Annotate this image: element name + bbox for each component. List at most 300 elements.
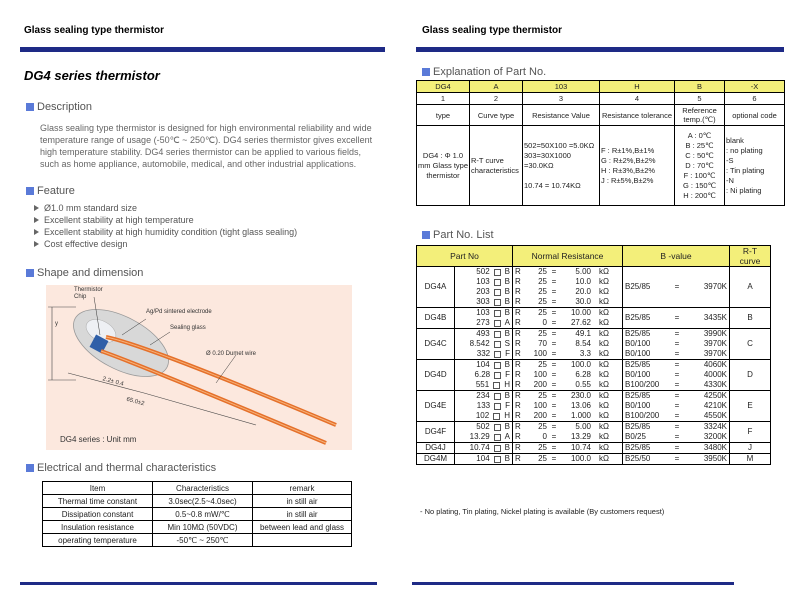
- b-value: 3970K: [703, 339, 727, 348]
- checkbox-icon: [494, 362, 501, 369]
- resistance-part: 25: [538, 308, 547, 317]
- resistance-part: 100.0: [570, 454, 591, 463]
- resistance-part: 25: [538, 443, 547, 452]
- resistance-part: 25: [538, 297, 547, 306]
- b-value-line: [625, 313, 727, 323]
- resistance-cell: [513, 443, 623, 454]
- resistance-part: 49.1: [575, 329, 591, 338]
- resistance-cell: [513, 329, 623, 360]
- b-value-line: [625, 443, 727, 453]
- table-cell: -50℃ ~ 250℃: [153, 534, 253, 547]
- resistance-line: [515, 360, 620, 370]
- bottom-rule-left: [20, 582, 377, 585]
- table-row: [417, 329, 771, 360]
- b-condition: B25/85: [625, 443, 651, 452]
- detail-cell: R-T curve characteristics: [470, 126, 523, 206]
- equals-sign: =: [551, 318, 557, 327]
- code-suffix: B: [504, 329, 510, 338]
- resistance-cell: [513, 391, 623, 422]
- resistance-part: 0: [542, 432, 547, 441]
- code-line: [457, 401, 510, 411]
- b-condition: B100/200: [625, 380, 660, 389]
- resistance-part: kΩ: [599, 422, 609, 431]
- equals-sign: =: [674, 454, 680, 463]
- number-cell: 4: [600, 93, 675, 105]
- code-value: 203: [476, 287, 490, 296]
- code-suffix: B: [504, 277, 510, 286]
- resistance-part: R: [515, 380, 521, 389]
- code-row: [417, 81, 785, 93]
- resistance-cell: [513, 454, 623, 465]
- code-suffix: B: [504, 391, 510, 400]
- code-suffix: A: [504, 432, 510, 441]
- table-cell: Thermal time constant: [43, 495, 153, 508]
- checkbox-icon: [494, 372, 501, 379]
- resistance-part: kΩ: [599, 401, 609, 410]
- resistance-part: 25: [538, 422, 547, 431]
- b-value-cell: [623, 329, 730, 360]
- b-condition: B0/25: [625, 432, 646, 441]
- b-condition: B0/100: [625, 401, 651, 410]
- b-value-line: [625, 454, 727, 464]
- label-cell: Reference temp.(℃): [675, 105, 725, 126]
- equals-sign: =: [674, 443, 680, 452]
- header-cell: remark: [253, 482, 352, 495]
- equals-sign: =: [674, 313, 680, 322]
- checkbox-icon: [494, 331, 501, 338]
- resistance-part: 1.000: [570, 411, 591, 420]
- series-cell: DG4D: [417, 360, 455, 391]
- part-list-heading: Part No. List: [422, 229, 494, 241]
- resistance-line: [515, 339, 620, 349]
- table-cell: in still air: [253, 495, 352, 508]
- part-list-body: [417, 267, 771, 465]
- code-suffix: B: [504, 454, 510, 463]
- top-rule-left: [20, 47, 385, 52]
- checkbox-icon: [494, 456, 501, 463]
- equals-sign: =: [551, 287, 557, 296]
- code-line: [457, 349, 510, 359]
- b-value-line: [625, 411, 727, 421]
- resistance-part: kΩ: [599, 370, 609, 379]
- electrical-table: [42, 481, 352, 547]
- header-cell: Normal Resistance: [513, 246, 623, 267]
- equals-sign: =: [674, 349, 680, 358]
- resistance-part: R: [515, 432, 521, 441]
- b-value: 3970K: [703, 282, 727, 291]
- number-cell: 6: [725, 93, 785, 105]
- resistance-part: 10.0: [575, 277, 591, 286]
- resistance-line: [515, 277, 620, 287]
- code-line: [457, 391, 510, 401]
- resistance-part: kΩ: [599, 380, 609, 389]
- resistance-line: [515, 308, 620, 318]
- b-value-cell: [623, 360, 730, 391]
- resistance-part: R: [515, 308, 521, 317]
- code-line: [457, 339, 510, 349]
- header-cell: Characteristics: [153, 482, 253, 495]
- code-suffix: A: [504, 318, 510, 327]
- resistance-part: 70: [538, 339, 547, 348]
- resistance-part: 100: [533, 349, 547, 358]
- b-value: 4330K: [703, 380, 727, 389]
- dim-y-label: y: [55, 321, 58, 327]
- b-value-line: [625, 329, 727, 339]
- label-cell: optional code: [725, 105, 785, 126]
- electrode-label: Ag/Pd sintered electrode: [146, 309, 212, 315]
- code-value: 102: [475, 411, 490, 420]
- code-cell: H: [600, 81, 675, 93]
- code-value: 8.542: [469, 339, 490, 348]
- dim-body-label: 2.2± 0.4: [101, 376, 125, 388]
- checkbox-icon: [494, 445, 501, 452]
- table-cell: Min 10MΩ (50VDC): [153, 521, 253, 534]
- table-row: [43, 508, 352, 521]
- code-value: 303: [476, 297, 490, 306]
- checkbox-icon: [494, 269, 501, 276]
- number-row: [417, 93, 785, 105]
- resistance-part: R: [515, 443, 521, 452]
- equals-sign: =: [551, 432, 557, 441]
- resistance-part: R: [515, 287, 521, 296]
- resistance-part: 100: [533, 401, 547, 410]
- series-cell: DG4J: [417, 443, 455, 454]
- equals-sign: =: [674, 370, 680, 379]
- resistance-part: 100: [533, 370, 547, 379]
- equals-sign: =: [674, 360, 680, 369]
- b-condition: B100/200: [625, 411, 660, 420]
- resistance-part: 230.0: [570, 391, 591, 400]
- table-cell: 3.0sec(2.5~4.0sec): [153, 495, 253, 508]
- equals-sign: =: [551, 401, 557, 410]
- table-cell: 0.5~0.8 mW/℃: [153, 508, 253, 521]
- resistance-line: [515, 349, 620, 359]
- resistance-part: kΩ: [599, 432, 609, 441]
- code-cell: [455, 267, 513, 308]
- resistance-line: [515, 297, 620, 307]
- equals-sign: =: [674, 401, 680, 410]
- code-value: 104: [476, 360, 490, 369]
- checkbox-icon: [493, 413, 500, 420]
- code-cell: [455, 391, 513, 422]
- code-suffix: S: [504, 339, 510, 348]
- code-cell: 103: [523, 81, 600, 93]
- code-suffix: F: [505, 401, 510, 410]
- equals-sign: =: [674, 329, 680, 338]
- code-cell: B: [675, 81, 725, 93]
- resistance-part: R: [515, 297, 521, 306]
- top-rule-right: [416, 47, 784, 52]
- rt-curve-cell: B: [730, 308, 771, 329]
- section-square-icon: [26, 103, 34, 111]
- equals-sign: =: [551, 277, 557, 286]
- equals-sign: =: [674, 411, 680, 420]
- table-row: [417, 267, 771, 308]
- resistance-line: [515, 370, 620, 380]
- b-value-line: [625, 401, 727, 411]
- equals-sign: =: [551, 339, 557, 348]
- series-cell: DG4C: [417, 329, 455, 360]
- b-value: 4250K: [703, 391, 727, 400]
- b-value: 4210K: [703, 401, 727, 410]
- b-value: 3950K: [703, 454, 727, 463]
- code-line: [457, 380, 510, 390]
- resistance-cell: [513, 267, 623, 308]
- b-condition: B0/100: [625, 339, 651, 348]
- series-cell: DG4F: [417, 422, 455, 443]
- resistance-part: kΩ: [599, 308, 609, 317]
- resistance-part: 10.74: [570, 443, 591, 452]
- code-suffix: B: [504, 422, 510, 431]
- b-condition: B25/85: [625, 360, 651, 369]
- table-cell: [253, 534, 352, 547]
- resistance-part: R: [515, 370, 521, 379]
- b-value: 4000K: [703, 370, 727, 379]
- resistance-part: kΩ: [599, 329, 609, 338]
- table-cell: Insulation resistance: [43, 521, 153, 534]
- equals-sign: =: [551, 297, 557, 306]
- series-cell: DG4A: [417, 267, 455, 308]
- b-value-line: [625, 391, 727, 401]
- resistance-part: R: [515, 349, 521, 358]
- resistance-line: [515, 411, 620, 421]
- table-cell: operating temperature: [43, 534, 153, 547]
- bullet-triangle-icon: [34, 241, 39, 247]
- code-cell: DG4: [417, 81, 470, 93]
- table-row: [417, 443, 771, 454]
- resistance-part: kΩ: [599, 297, 609, 306]
- b-condition: B25/85: [625, 313, 651, 322]
- label-cell: Resistance tolerance: [600, 105, 675, 126]
- b-value-cell: [623, 308, 730, 329]
- resistance-part: kΩ: [599, 349, 609, 358]
- checkbox-icon: [493, 382, 500, 389]
- code-line: [457, 308, 510, 318]
- code-suffix: B: [504, 287, 510, 296]
- feature-item: Ø1.0 mm standard size: [34, 202, 297, 214]
- resistance-line: [515, 287, 620, 297]
- b-value-cell: [623, 443, 730, 454]
- resistance-part: 20.0: [575, 287, 591, 296]
- code-value: 6.28: [474, 370, 491, 379]
- code-line: [457, 267, 510, 277]
- series-cell: DG4E: [417, 391, 455, 422]
- part-list-table: [416, 245, 771, 465]
- table-row: [417, 454, 771, 465]
- code-value: 103: [476, 277, 490, 286]
- rt-curve-cell: F: [730, 422, 771, 443]
- resistance-line: [515, 422, 620, 432]
- b-value: 3200K: [703, 432, 727, 441]
- feature-heading: Feature: [26, 185, 75, 197]
- code-value: 104: [476, 454, 490, 463]
- series-cell: DG4M: [417, 454, 455, 465]
- code-value: 273: [476, 318, 490, 327]
- feature-item: Excellent stability at high humidity condition (tight glass sealing): [34, 226, 297, 238]
- running-head-right: Glass sealing type thermistor: [422, 25, 563, 36]
- rt-curve-cell: J: [730, 443, 771, 454]
- detail-cell: DG4 : Φ 1.0 mm Glass type thermistor: [417, 126, 470, 206]
- b-value-line: [625, 282, 727, 292]
- resistance-line: [515, 329, 620, 339]
- resistance-part: kΩ: [599, 267, 609, 276]
- table-row: [417, 360, 771, 391]
- resistance-line: [515, 454, 620, 464]
- checkbox-icon: [494, 351, 501, 358]
- detail-cell: F : R±1%,B±1% G : R±2%,B±2% H : R±3%,B±2% J : R±5%,B±2%: [600, 126, 675, 206]
- b-condition: B0/100: [625, 370, 651, 379]
- resistance-part: 25: [538, 391, 547, 400]
- equals-sign: =: [551, 391, 557, 400]
- resistance-line: [515, 432, 620, 442]
- resistance-part: R: [515, 329, 521, 338]
- b-value-cell: [623, 422, 730, 443]
- label-row: [417, 105, 785, 126]
- code-suffix: B: [504, 443, 510, 452]
- description-heading: Description: [26, 101, 92, 113]
- code-line: [457, 454, 510, 464]
- code-cell: [455, 329, 513, 360]
- b-condition: B25/85: [625, 422, 651, 431]
- code-line: [457, 422, 510, 432]
- b-value: 3990K: [703, 329, 727, 338]
- code-value: 332: [476, 349, 491, 358]
- equals-sign: =: [551, 329, 557, 338]
- equals-sign: =: [674, 391, 680, 400]
- resistance-part: 25: [538, 454, 547, 463]
- code-suffix: B: [504, 267, 510, 276]
- resistance-line: [515, 318, 620, 328]
- resistance-line: [515, 443, 620, 453]
- b-value-line: [625, 380, 727, 390]
- resistance-part: R: [515, 267, 521, 276]
- table-row: [417, 391, 771, 422]
- header-cell: Part No: [417, 246, 513, 267]
- resistance-part: 27.62: [570, 318, 591, 327]
- table-row: [417, 422, 771, 443]
- checkbox-icon: [494, 289, 501, 296]
- code-cell: [455, 454, 513, 465]
- number-cell: 1: [417, 93, 470, 105]
- code-suffix: H: [504, 411, 510, 420]
- b-condition: B25/50: [625, 454, 651, 463]
- table-row: [43, 495, 352, 508]
- feature-item: Excellent stability at high temperature: [34, 214, 297, 226]
- resistance-part: R: [515, 360, 521, 369]
- code-value: 502: [476, 422, 490, 431]
- equals-sign: =: [551, 349, 557, 358]
- b-condition: B25/85: [625, 329, 651, 338]
- resistance-part: 13.06: [570, 401, 591, 410]
- header-cell: R-T curve: [730, 246, 771, 267]
- table-header-row: [43, 482, 352, 495]
- resistance-part: kΩ: [599, 339, 609, 348]
- equals-sign: =: [674, 380, 680, 389]
- b-value-line: [625, 370, 727, 380]
- code-line: [457, 329, 510, 339]
- resistance-part: kΩ: [599, 454, 609, 463]
- table-cell: in still air: [253, 508, 352, 521]
- code-value: 103: [476, 308, 490, 317]
- table-cell: Dissipation constant: [43, 508, 153, 521]
- resistance-part: 25: [538, 329, 547, 338]
- b-value: 4550K: [703, 411, 727, 420]
- checkbox-icon: [494, 320, 501, 327]
- plating-note: - No plating, Tin plating, Nickel plating is available (By customers request): [420, 507, 665, 516]
- resistance-part: 100.0: [570, 360, 591, 369]
- equals-sign: =: [551, 267, 557, 276]
- checkbox-icon: [494, 434, 501, 441]
- resistance-part: 25: [538, 360, 547, 369]
- resistance-part: 13.29: [570, 432, 591, 441]
- section-square-icon: [422, 68, 430, 76]
- rt-curve-cell: A: [730, 267, 771, 308]
- code-line: [457, 318, 510, 328]
- code-line: [457, 443, 510, 453]
- description-text: Glass sealing type thermistor is designed for high environmental reliability and wide temperature range of usage (-50℃ ~ 250℃). DG4 series thermistor gives excellent high temperature stability. DG4 series thermistor can be applied to various fields, such as home appliance, automobile, medical, and other industrial applications.: [40, 123, 373, 169]
- equals-sign: =: [551, 454, 557, 463]
- code-line: [457, 432, 510, 442]
- code-suffix: F: [505, 370, 510, 379]
- code-line: [457, 297, 510, 307]
- code-cell: [455, 422, 513, 443]
- rt-curve-cell: D: [730, 360, 771, 391]
- equals-sign: =: [674, 339, 680, 348]
- checkbox-icon: [494, 310, 501, 317]
- explanation-heading: Explanation of Part No.: [422, 66, 546, 78]
- equals-sign: =: [551, 360, 557, 369]
- resistance-part: kΩ: [599, 443, 609, 452]
- code-cell: A: [470, 81, 523, 93]
- resistance-part: 10.00: [570, 308, 591, 317]
- code-cell: [455, 443, 513, 454]
- checkbox-icon: [494, 341, 501, 348]
- number-cell: 2: [470, 93, 523, 105]
- rt-curve-cell: E: [730, 391, 771, 422]
- resistance-part: kΩ: [599, 287, 609, 296]
- resistance-part: 8.54: [575, 339, 591, 348]
- table-row: [43, 521, 352, 534]
- resistance-part: R: [515, 391, 521, 400]
- electrical-heading: Electrical and thermal characteristics: [26, 462, 216, 474]
- detail-cell: 502=50X100 =5.0KΩ 303=30X1000 =30.0KΩ 10.74 = 10.74KΩ: [523, 126, 600, 206]
- resistance-part: 3.3: [579, 349, 591, 358]
- bullet-triangle-icon: [34, 205, 39, 211]
- code-line: [457, 411, 510, 421]
- label-cell: Curve type: [470, 105, 523, 126]
- detail-cell: A : 0℃ B : 25℃ C : 50℃ D : 70℃ F : 100℃ G : 150℃ H : 200℃: [675, 126, 725, 206]
- checkbox-icon: [494, 424, 501, 431]
- equals-sign: =: [551, 380, 557, 389]
- resistance-part: R: [515, 339, 521, 348]
- table-cell: between lead and glass: [253, 521, 352, 534]
- b-value-line: [625, 432, 727, 442]
- resistance-line: [515, 380, 620, 390]
- equals-sign: =: [551, 443, 557, 452]
- b-value-cell: [623, 454, 730, 465]
- resistance-part: 5.00: [575, 267, 591, 276]
- equals-sign: =: [551, 411, 557, 420]
- checkbox-icon: [494, 403, 501, 410]
- number-cell: 5: [675, 93, 725, 105]
- resistance-cell: [513, 308, 623, 329]
- chip-label: Thermistor Chip: [74, 287, 103, 300]
- code-value: 10.74: [469, 443, 490, 452]
- running-head-left: Glass sealing type thermistor: [24, 25, 165, 36]
- feature-item: Cost effective design: [34, 238, 297, 250]
- code-value: 551: [475, 380, 490, 389]
- checkbox-icon: [494, 299, 501, 306]
